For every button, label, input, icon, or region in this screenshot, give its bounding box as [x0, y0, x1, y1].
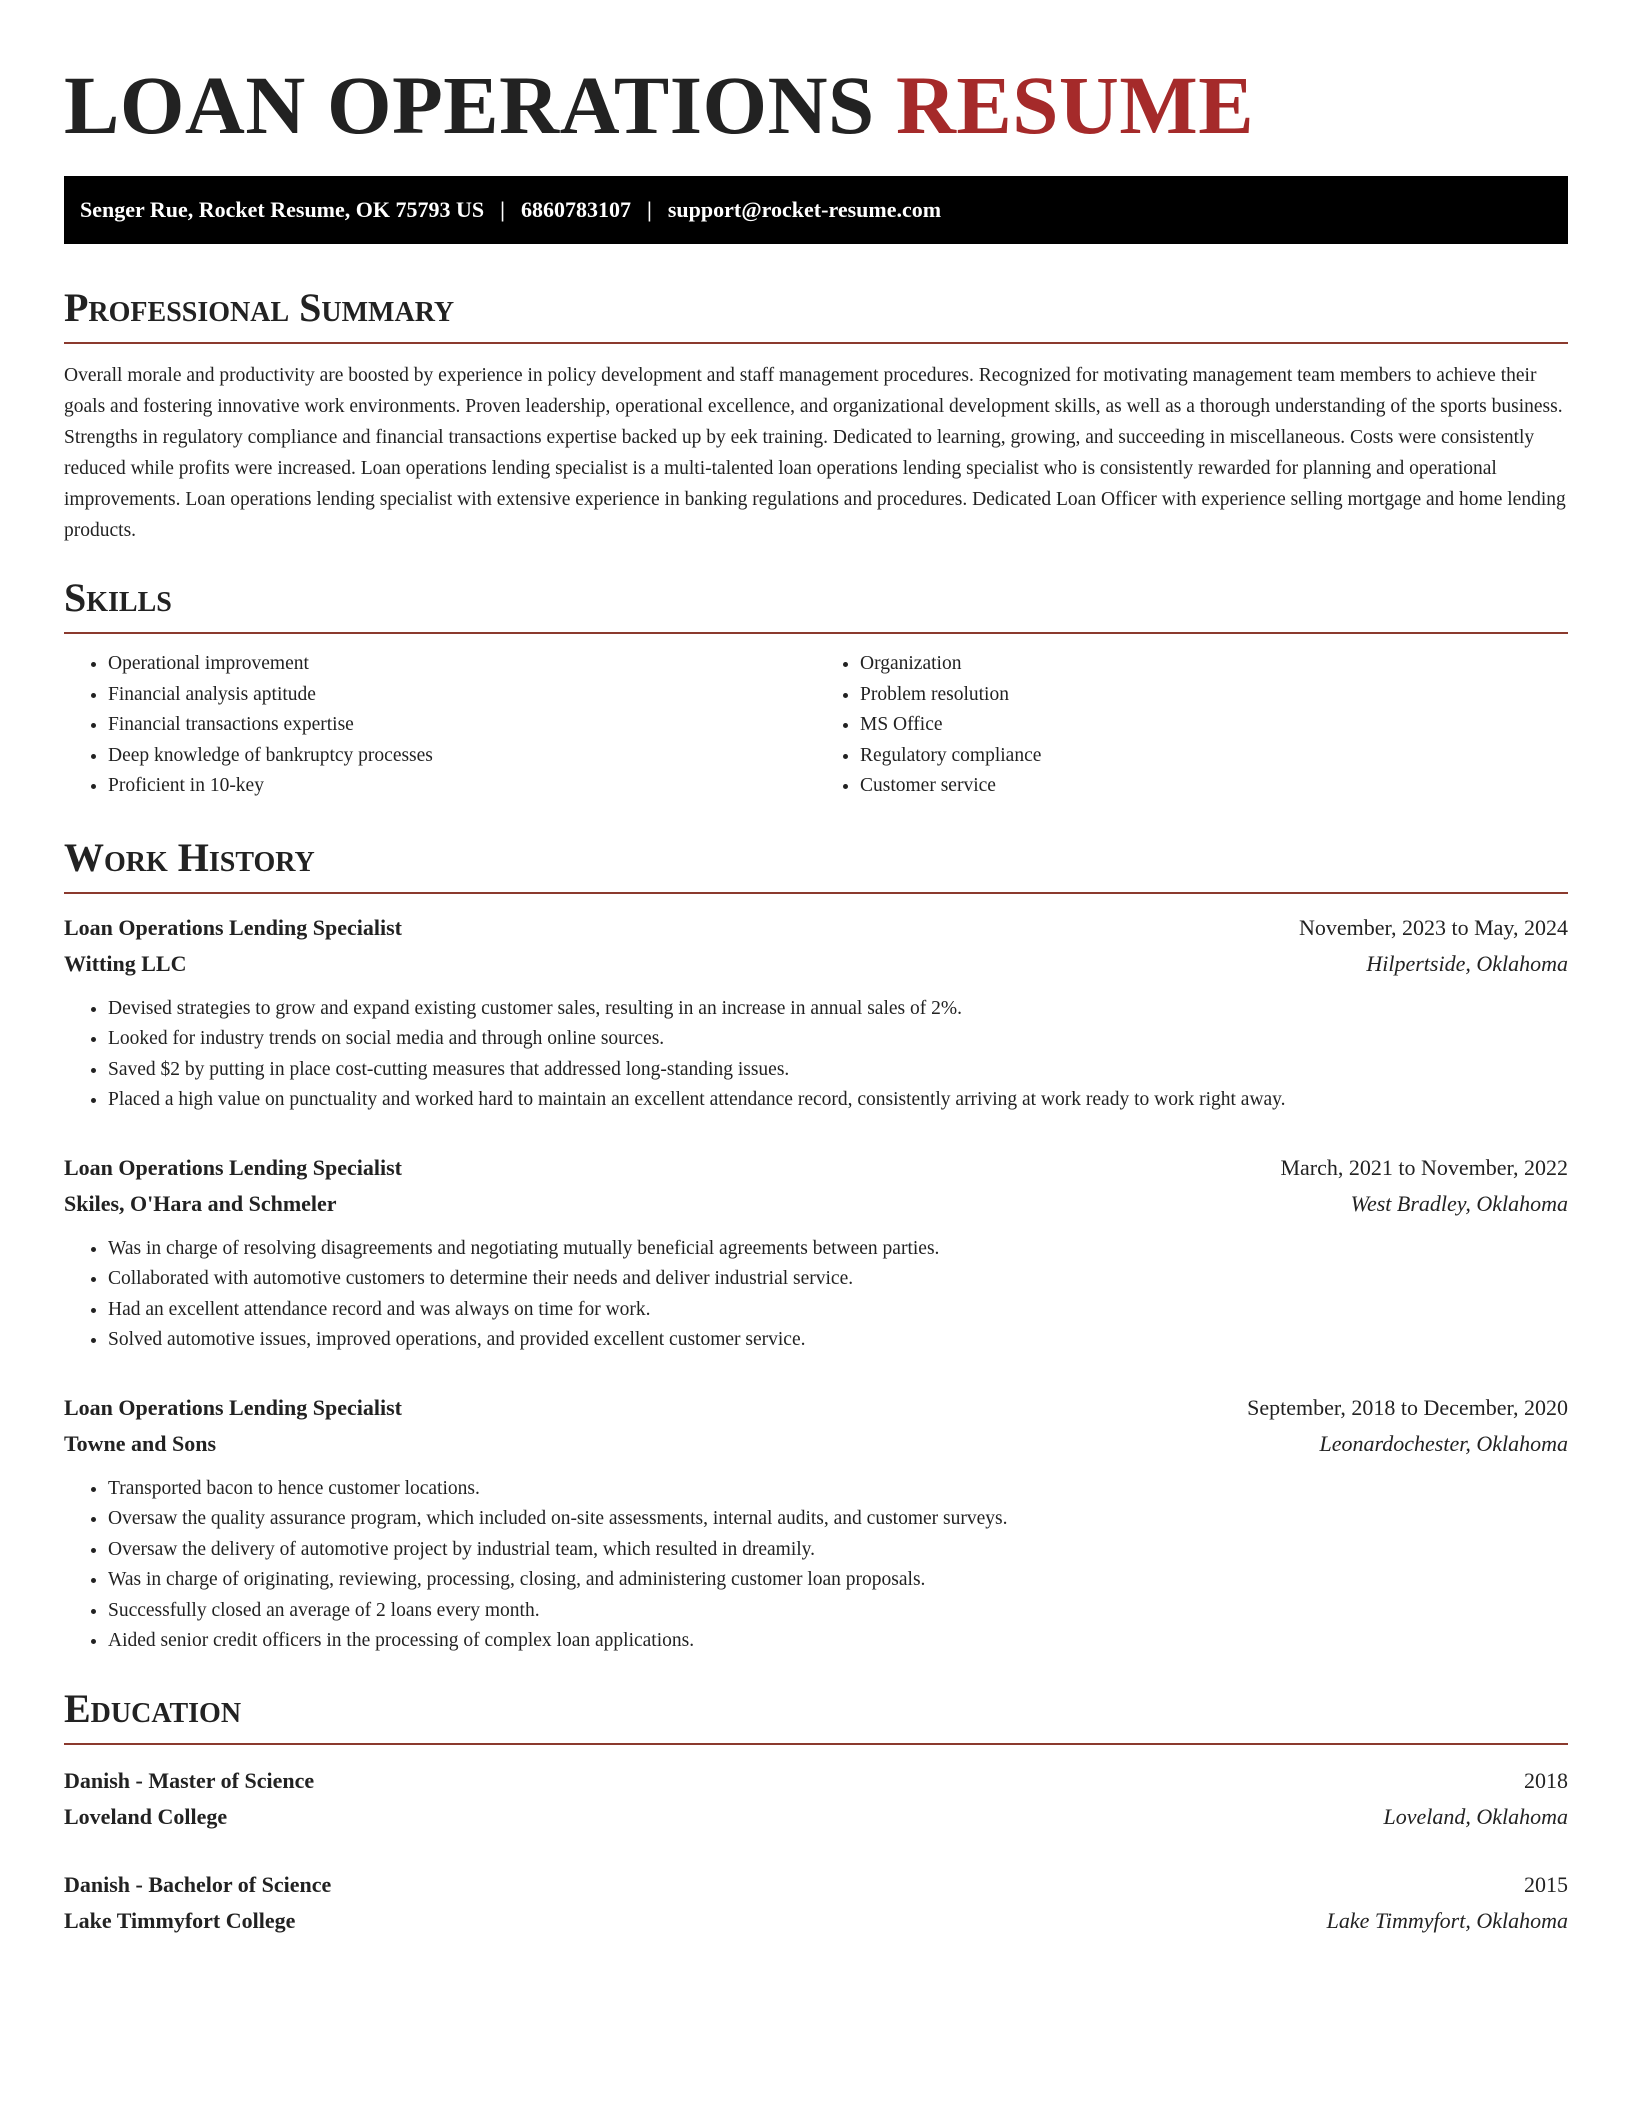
education-school-row: [64, 1903, 1568, 1939]
skill-item: • Customer service: [860, 771, 1568, 802]
contact-bar: [64, 176, 1568, 244]
skill-item: • Organization: [860, 649, 1568, 680]
job-location: Hilpertside, Oklahoma: [1366, 950, 1568, 976]
job-location: Leonardochester, Oklahoma: [1319, 1430, 1568, 1456]
summary-heading: Professional Summary: [64, 285, 455, 330]
job-bullets: [64, 994, 1568, 1116]
job-company-row: [64, 946, 1568, 982]
education-degree-row: [64, 1867, 1568, 1903]
skill-item: • Problem resolution: [860, 680, 1568, 711]
job-bullet: • Was in charge of resolving disagreements and negotiating mutually beneficial agreements between parties.: [108, 1234, 1568, 1265]
education-entry: [64, 1867, 1568, 1939]
job-bullet: • Solved automotive issues, improved operations, and provided excellent customer service.: [108, 1325, 1568, 1356]
contact-phone: 6860783107: [520, 197, 631, 222]
job-bullet: • Transported bacon to hence customer locations.: [108, 1474, 1568, 1505]
skill-item: • Operational improvement: [108, 649, 816, 680]
contact-separator: |: [500, 197, 505, 222]
job-title-row: [64, 910, 1568, 946]
job-company: Skiles, O'Hara and Schmeler: [64, 1190, 337, 1216]
job-bullet: • Placed a high value on punctuality and worked hard to maintain an excellent attendance record, consistently arriving at work ready to work right away.: [108, 1085, 1568, 1116]
job-bullet: • Oversaw the quality assurance program, which included on-site assessments, internal audits, and customer surveys.: [108, 1504, 1568, 1535]
contact-email: support@rocket-resume.com: [667, 197, 942, 222]
job-bullet: • Devised strategies to grow and expand existing customer sales, resulting in an increase in annual sales of 2%.: [108, 994, 1568, 1025]
education-school: Loveland College: [64, 1803, 228, 1829]
job-bullet: • Aided senior credit officers in the processing of complex loan applications.: [108, 1626, 1568, 1657]
job-bullet: • Had an excellent attendance record and was always on time for work.: [108, 1295, 1568, 1326]
section-divider: [64, 342, 1568, 344]
skill-item: • Proficient in 10-key: [108, 771, 816, 802]
job-title: Loan Operations Lending Specialist: [64, 914, 403, 940]
job-title: Loan Operations Lending Specialist: [64, 1394, 403, 1420]
job-bullet: • Was in charge of originating, reviewing, processing, closing, and administering customer loan proposals.: [108, 1565, 1568, 1596]
job-entry: [64, 1150, 1568, 1356]
title-accent: RESUME: [895, 59, 1255, 151]
job-dates: November, 2023 to May, 2024: [1299, 914, 1568, 940]
job-title: Loan Operations Lending Specialist: [64, 1154, 403, 1180]
section-divider: [64, 1743, 1568, 1745]
job-bullet: • Looked for industry trends on social media and through online sources.: [108, 1024, 1568, 1055]
education-entry: [64, 1763, 1568, 1835]
education-school-row: [64, 1799, 1568, 1835]
education-heading: Education: [64, 1685, 242, 1731]
job-bullet: • Saved $2 by putting in place cost-cutting measures that addressed long-standing issues.: [108, 1055, 1568, 1086]
skill-item: • Financial analysis aptitude: [108, 680, 816, 711]
work-heading: Work History: [64, 834, 315, 880]
skill-item: • Regulatory compliance: [860, 741, 1568, 772]
summary-section: [64, 284, 1568, 546]
job-company: Towne and Sons: [64, 1430, 217, 1456]
skill-item: • Deep knowledge of bankruptcy processes: [108, 741, 816, 772]
job-company-row: [64, 1186, 1568, 1222]
job-title-row: [64, 1150, 1568, 1186]
section-divider: [64, 632, 1568, 634]
education-location: Loveland, Oklahoma: [1383, 1803, 1568, 1829]
education-year: 2015: [1524, 1871, 1568, 1897]
education-location: Lake Timmyfort, Oklahoma: [1326, 1907, 1568, 1933]
education-year: 2018: [1524, 1767, 1568, 1793]
skill-item: • MS Office: [860, 710, 1568, 741]
skill-item: • Financial transactions expertise: [108, 710, 816, 741]
contact-separator: |: [646, 197, 652, 222]
job-bullet: • Collaborated with automotive customers to determine their needs and deliver industrial service.: [108, 1264, 1568, 1295]
job-entry: [64, 1390, 1568, 1657]
job-location: West Bradley, Oklahoma: [1350, 1190, 1568, 1216]
job-dates: March, 2021 to November, 2022: [1280, 1154, 1568, 1180]
resume-title: [64, 0, 1568, 152]
job-entry: [64, 910, 1568, 1116]
job-bullets: [64, 1234, 1568, 1356]
education-section: [64, 1685, 1568, 1939]
skills-heading: Skills: [64, 575, 172, 620]
title-main: LOAN OPERATIONS: [64, 59, 875, 151]
education-school: Lake Timmyfort College: [64, 1907, 296, 1933]
job-company-row: [64, 1426, 1568, 1462]
skills-list-left: [64, 649, 816, 802]
job-bullet: • Successfully closed an average of 2 loans every month.: [108, 1596, 1568, 1627]
section-divider: [64, 892, 1568, 894]
job-title-row: [64, 1390, 1568, 1426]
work-section: [64, 834, 1568, 1657]
education-degree: Danish - Bachelor of Science: [64, 1871, 332, 1897]
skills-section: [64, 574, 1568, 802]
job-bullets: [64, 1474, 1568, 1657]
contact-address: Senger Rue, Rocket Resume, OK 75793 US: [80, 197, 485, 222]
job-bullet: • Oversaw the delivery of automotive project by industrial team, which resulted in dreamily.: [108, 1535, 1568, 1566]
education-degree: Danish - Master of Science: [64, 1767, 315, 1793]
job-dates: September, 2018 to December, 2020: [1247, 1394, 1568, 1420]
skills-grid: [64, 649, 1568, 802]
education-degree-row: [64, 1763, 1568, 1799]
job-company: Witting LLC: [64, 950, 187, 976]
skills-list-right: [816, 649, 1568, 802]
summary-text: Overall morale and productivity are boosted by experience in policy development and staff management procedures. Recognized for motivating management team members to achieve their goals and fostering innovative work environments. Proven leadership, operational excellence, and organizational development skills, as well as a thorough understanding of the sports business. Strengths in regulatory compliance and financial transactions expertise backed up by eek training. Dedicated to learning, growing, and succeeding in miscellaneous. Costs were consistently reduced while profits were increased. Loan operations lending specialist is a multi-talented loan operations lending specialist who is consistently rewarded for planning and operational improvements. Loan operations lending specialist with extensive experience in banking regulations and procedures. Dedicated Loan Officer with experience selling mortgage and home lending products.: [64, 365, 1566, 541]
resume-page: [64, 0, 1568, 1939]
